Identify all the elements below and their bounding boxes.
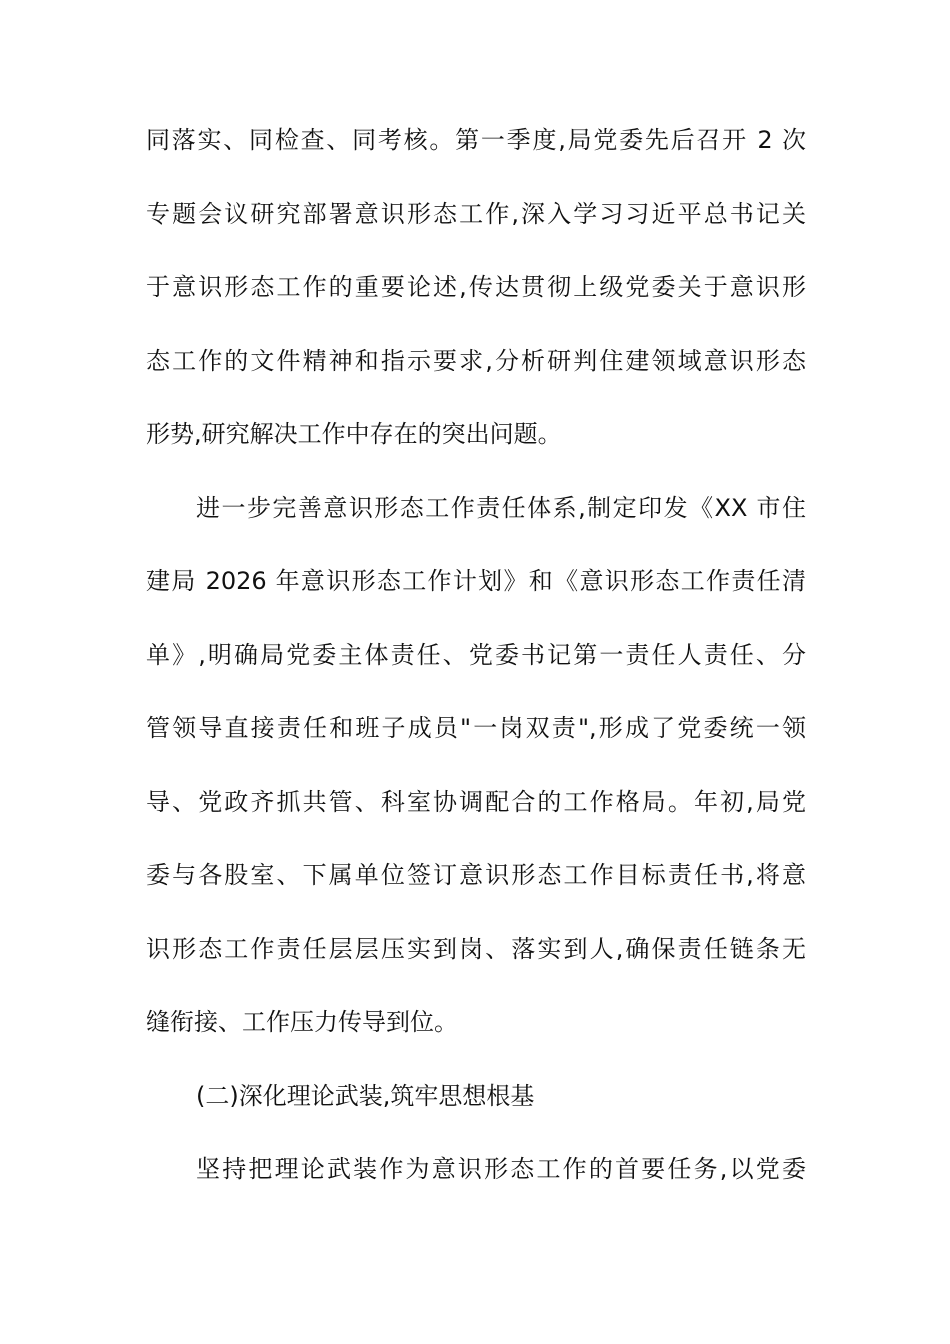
paragraph-line xyxy=(146,1006,806,1038)
paragraph-line xyxy=(196,492,806,524)
paragraph-line xyxy=(146,639,806,671)
paragraph-line xyxy=(146,345,806,377)
line-text: 专题会议研究部署意识形态工作,深入学习习近平总书记关 xyxy=(146,200,806,228)
line-text: 识形态工作责任层层压实到岗、落实到人,确保责任链条无 xyxy=(146,935,806,963)
paragraph-line xyxy=(146,198,806,230)
paragraph-line xyxy=(146,859,806,891)
paragraph-line xyxy=(146,933,806,965)
section-heading xyxy=(196,1080,806,1112)
line-text: 形势,研究解决工作中存在的突出问题。 xyxy=(146,420,562,448)
line-text: 管领导直接责任和班子成员"一岗双责",形成了党委统一领 xyxy=(146,714,806,742)
paragraph-line xyxy=(146,786,806,818)
paragraph-line xyxy=(196,1153,806,1185)
line-text: 委与各股室、下属单位签订意识形态工作目标责任书,将意 xyxy=(146,861,806,889)
line-text: 缝衔接、工作压力传导到位。 xyxy=(146,1008,458,1036)
line-text: 进一步完善意识形态工作责任体系,制定印发《XX 市住 xyxy=(196,494,806,522)
line-text: 态工作的文件精神和指示要求,分析研判住建领域意识形态 xyxy=(146,347,806,375)
paragraph-line xyxy=(146,565,806,597)
line-text: 同落实、同检查、同考核。第一季度,局党委先后召开 2 次 xyxy=(146,126,806,154)
line-text: 单》,明确局党委主体责任、党委书记第一责任人责任、分 xyxy=(146,641,806,669)
line-text: 导、党政齐抓共管、科室协调配合的工作格局。年初,局党 xyxy=(146,788,806,816)
line-text: 坚持把理论武装作为意识形态工作的首要任务,以党委 xyxy=(196,1155,806,1183)
line-text: 于意识形态工作的重要论述,传达贯彻上级党委关于意识形 xyxy=(146,273,806,301)
paragraph-line xyxy=(146,418,806,450)
paragraph-line xyxy=(146,271,806,303)
heading-text: (二)深化理论武装,筑牢思想根基 xyxy=(196,1082,535,1110)
paragraph-line xyxy=(146,712,806,744)
line-text: 建局 2026 年意识形态工作计划》和《意识形态工作责任清 xyxy=(146,567,806,595)
paragraph-line xyxy=(146,124,806,156)
